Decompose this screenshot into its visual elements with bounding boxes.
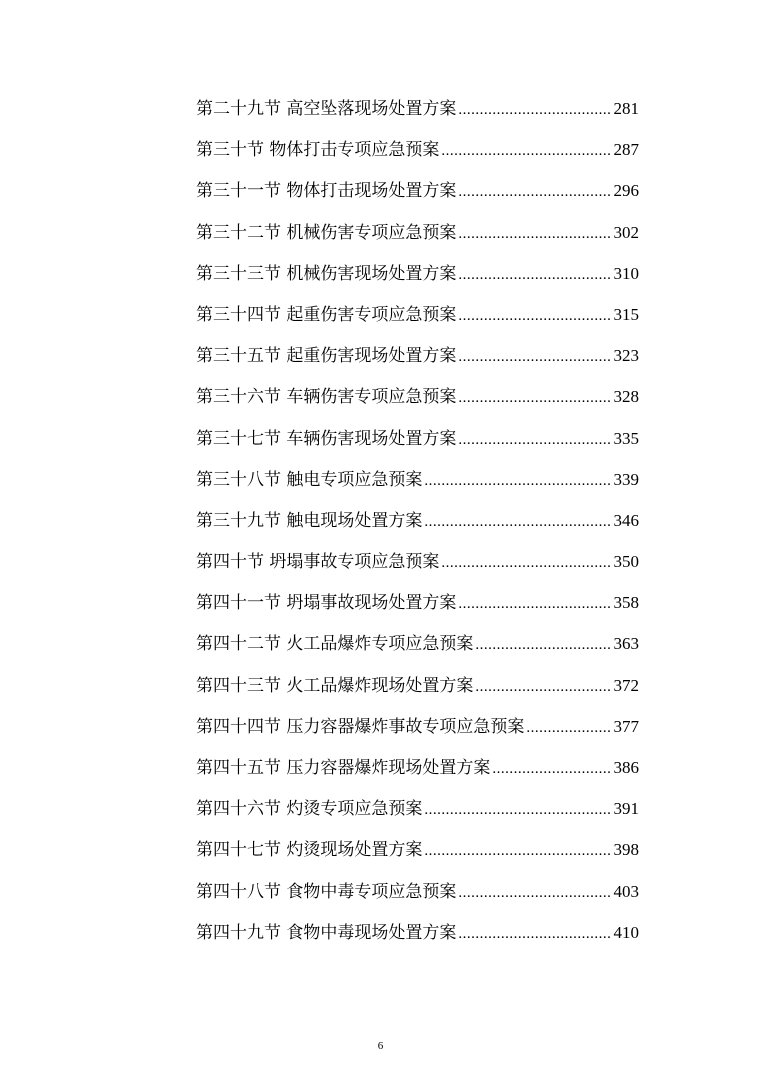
toc-entry-page: 339 [613,469,639,489]
toc-entry-title: 第三十六节 车辆伤害专项应急预案 [196,387,457,408]
toc-entry-title: 第三十三节 机械伤害现场处置方案 [196,263,457,284]
toc-dot-leader [458,588,611,620]
toc-dot-leader [492,753,611,785]
toc-entry[interactable] [196,587,639,628]
toc-entry[interactable] [196,628,639,669]
toc-entry-page: 363 [613,634,639,654]
toc-entry[interactable] [196,423,639,464]
toc-dot-leader [424,835,611,867]
toc-entry-page: 328 [613,387,639,407]
toc-entry-title: 第四十七节 灼烫现场处置方案 [196,840,423,861]
toc-dot-leader [458,94,611,126]
toc-entry-title: 第三十八节 触电专项应急预案 [196,469,423,490]
toc-dot-leader [458,176,611,208]
toc-dot-leader [475,671,611,703]
toc-entry[interactable] [196,299,639,340]
toc-entry-page: 398 [613,840,639,860]
toc-dot-leader [458,341,611,373]
page-number: 6 [377,1040,384,1052]
toc-entry-page: 377 [613,716,639,736]
toc-dot-leader [526,712,611,744]
toc-entry-title: 第三十七节 车辆伤害现场处置方案 [196,428,457,449]
toc-entry-title: 第四十九节 食物中毒现场处置方案 [196,922,457,943]
toc-entry-title: 第四十八节 食物中毒专项应急预案 [196,881,457,902]
toc-dot-leader [458,382,611,414]
toc-entry-title: 第三十四节 起重伤害专项应急预案 [196,304,457,325]
toc-dot-leader [475,629,611,661]
toc-entry-page: 403 [613,881,639,901]
toc-entry-page: 296 [613,181,639,201]
toc-entry[interactable] [196,670,639,711]
toc-entry-title: 第三十一节 物体打击现场处置方案 [196,181,457,202]
toc-entry-page: 410 [613,922,639,942]
toc-entry[interactable] [196,546,639,587]
toc-entry-page: 323 [613,346,639,366]
toc-entry-page: 386 [613,758,639,777]
toc-entry[interactable] [196,340,639,381]
toc-entry-page: 315 [613,304,639,324]
toc-dot-leader [458,918,611,950]
toc-entry[interactable] [196,752,639,793]
toc-entry-title: 第三十二节 机械伤害专项应急预案 [196,222,457,243]
toc-entry-page: 391 [613,799,639,819]
toc-entry[interactable] [196,793,639,834]
toc-entry-title: 第四十节 坍塌事故专项应急预案 [196,552,440,573]
toc-entry-title: 第三十节 物体打击专项应急预案 [196,140,440,161]
table-of-contents [196,93,639,958]
toc-entry-title: 第四十五节 压力容器爆炸现场处置方案 [196,758,491,778]
toc-entry[interactable] [196,917,639,958]
toc-entry-title: 第四十一节 坍塌事故现场处置方案 [196,593,457,614]
toc-dot-leader [424,506,611,538]
toc-entry-title: 第四十四节 压力容器爆炸事故专项应急预案 [196,716,525,737]
toc-entry[interactable] [196,876,639,917]
toc-entry[interactable] [196,834,639,875]
toc-entry[interactable] [196,258,639,299]
toc-entry[interactable] [196,381,639,422]
toc-dot-leader [458,877,611,909]
toc-entry-page: 350 [613,552,639,572]
toc-entry-page: 287 [613,140,639,160]
toc-entry-page: 346 [613,510,639,530]
toc-entry[interactable] [196,175,639,216]
toc-entry-page: 372 [613,675,639,695]
toc-dot-leader [441,547,611,579]
toc-dot-leader [441,135,611,167]
toc-entry[interactable] [196,134,639,175]
toc-entry[interactable] [196,505,639,546]
toc-entry-page: 281 [613,99,639,118]
toc-entry-title: 第四十二节 火工品爆炸专项应急预案 [196,634,474,655]
toc-dot-leader [424,465,611,497]
toc-entry-title: 第四十三节 火工品爆炸现场处置方案 [196,675,474,696]
toc-entry[interactable] [196,217,639,258]
toc-entry[interactable] [196,464,639,505]
toc-dot-leader [458,218,611,250]
toc-entry-title: 第二十九节 高空坠落现场处置方案 [196,99,457,119]
toc-dot-leader [424,794,611,826]
toc-dot-leader [458,259,611,291]
toc-entry-page: 310 [613,263,639,283]
toc-entry-page: 358 [613,593,639,613]
toc-entry[interactable] [196,711,639,752]
toc-entry-page: 335 [613,428,639,448]
toc-entry-page: 302 [613,222,639,242]
toc-entry-title: 第三十九节 触电现场处置方案 [196,510,423,531]
toc-entry-title: 第三十五节 起重伤害现场处置方案 [196,346,457,367]
toc-entry-title: 第四十六节 灼烫专项应急预案 [196,799,423,820]
toc-dot-leader [458,424,611,456]
toc-dot-leader [458,300,611,332]
toc-entry[interactable] [196,93,639,134]
